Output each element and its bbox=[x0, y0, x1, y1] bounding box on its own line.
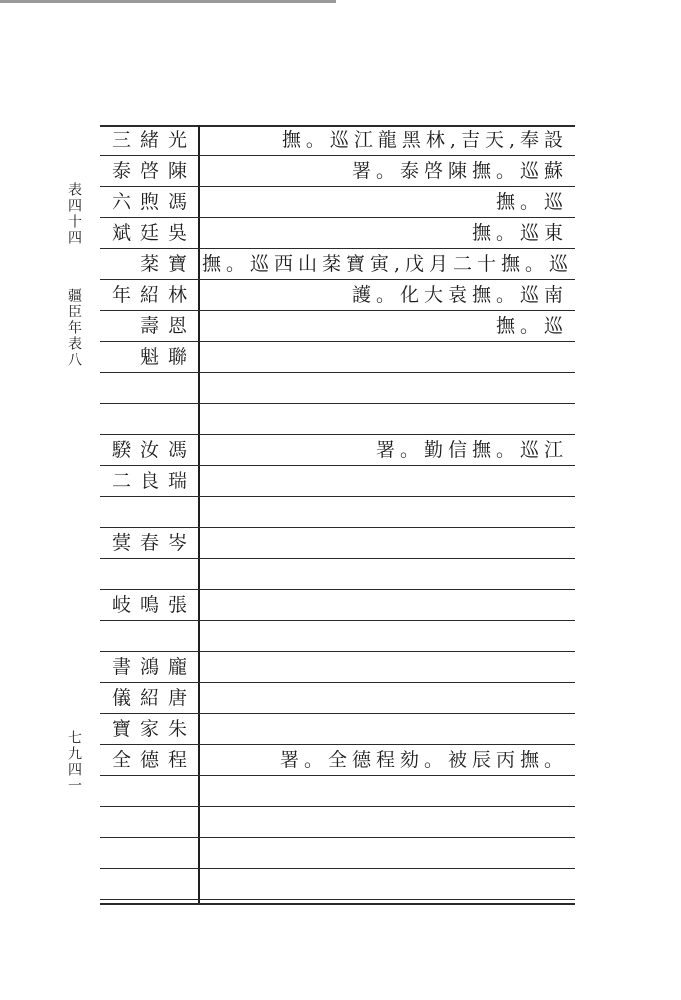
table-row bbox=[100, 528, 575, 559]
entry-text bbox=[202, 559, 568, 590]
official-name bbox=[104, 373, 196, 404]
official-name: 儀紹唐 bbox=[111, 687, 196, 709]
table-row bbox=[100, 497, 575, 528]
entry-text bbox=[202, 373, 568, 404]
table-row bbox=[100, 683, 575, 714]
table-row bbox=[100, 621, 575, 652]
table-row bbox=[100, 435, 575, 466]
entry-text: 撫。巡 bbox=[495, 315, 568, 337]
entry-text bbox=[202, 342, 568, 373]
entry-text: 撫。巡東 bbox=[471, 222, 568, 244]
entry-text: 署。全德程劾。被辰丙撫。 bbox=[279, 749, 568, 771]
official-name: 書鴻龐 bbox=[111, 656, 196, 678]
table-row bbox=[100, 156, 575, 187]
official-name bbox=[104, 559, 196, 590]
official-name: 三緒光 bbox=[111, 129, 196, 151]
entry-text bbox=[202, 683, 568, 714]
margin-title-top: 表四十四 bbox=[66, 182, 82, 246]
table-row bbox=[100, 590, 575, 621]
entry-text bbox=[202, 528, 568, 559]
official-name: 年紹林 bbox=[111, 284, 196, 306]
table-row bbox=[100, 838, 575, 869]
table-row bbox=[100, 652, 575, 683]
table-row bbox=[100, 714, 575, 745]
official-name: 六煦馮 bbox=[111, 191, 196, 213]
table-row bbox=[100, 776, 575, 807]
table-row bbox=[100, 466, 575, 497]
table-row bbox=[100, 280, 575, 311]
official-name: 魁聯 bbox=[139, 346, 196, 368]
entry-text bbox=[202, 807, 568, 838]
table-row bbox=[100, 745, 575, 776]
entry-text: 署。勤信撫。巡江 bbox=[375, 439, 568, 461]
entry-text bbox=[202, 838, 568, 869]
entry-text bbox=[202, 404, 568, 435]
table-row bbox=[100, 342, 575, 373]
entry-text bbox=[202, 652, 568, 683]
official-name: 壽恩 bbox=[139, 315, 196, 337]
official-name bbox=[104, 776, 196, 807]
table-row bbox=[100, 807, 575, 838]
official-name bbox=[104, 869, 196, 900]
top-rule bbox=[0, 0, 336, 3]
official-name bbox=[104, 807, 196, 838]
entry-text bbox=[202, 466, 568, 497]
official-name bbox=[104, 838, 196, 869]
table-row bbox=[100, 311, 575, 342]
entry-text: 撫。巡江龍黑林,吉天,奉設 bbox=[281, 129, 568, 151]
official-name: 二良瑞 bbox=[111, 470, 196, 492]
table-row bbox=[100, 125, 575, 156]
row-rule bbox=[100, 899, 575, 900]
official-name: 寶家朱 bbox=[111, 718, 196, 740]
entry-text: 護。化大袁撫。巡南 bbox=[351, 284, 568, 306]
entry-text: 署。泰啓陳撫。巡蘇 bbox=[351, 160, 568, 182]
official-name: 騤汝馮 bbox=[111, 439, 196, 461]
margin-page-number: 七九四一 bbox=[66, 730, 82, 794]
entry-text: 撫。巡西山棻寶寅,戊月二十撫。巡 bbox=[202, 253, 574, 275]
entry-text bbox=[202, 621, 568, 652]
table-bottom-rule bbox=[100, 903, 575, 905]
entry-text bbox=[202, 714, 568, 745]
table-row bbox=[100, 187, 575, 218]
entry-text bbox=[202, 776, 568, 807]
official-name bbox=[104, 404, 196, 435]
table-row bbox=[100, 249, 575, 280]
entry-text bbox=[202, 590, 568, 621]
margin-title-bottom: 疆臣年表八 bbox=[66, 288, 82, 368]
official-name: 全德程 bbox=[111, 749, 196, 771]
entry-text bbox=[202, 869, 568, 900]
table-row bbox=[100, 404, 575, 435]
entry-text: 撫。巡 bbox=[495, 191, 568, 213]
official-name: 斌廷吳 bbox=[111, 222, 196, 244]
official-name: 泰啓陳 bbox=[111, 160, 196, 182]
official-name: 棻寶 bbox=[139, 253, 196, 275]
official-name: 蓂春岑 bbox=[111, 532, 196, 554]
table-row bbox=[100, 559, 575, 590]
table-row bbox=[100, 869, 575, 900]
entry-text bbox=[202, 497, 568, 528]
official-name bbox=[104, 621, 196, 652]
table-row bbox=[100, 218, 575, 249]
table bbox=[100, 125, 575, 900]
table-row bbox=[100, 373, 575, 404]
official-name: 岐鳴張 bbox=[111, 594, 196, 616]
official-name bbox=[104, 497, 196, 528]
